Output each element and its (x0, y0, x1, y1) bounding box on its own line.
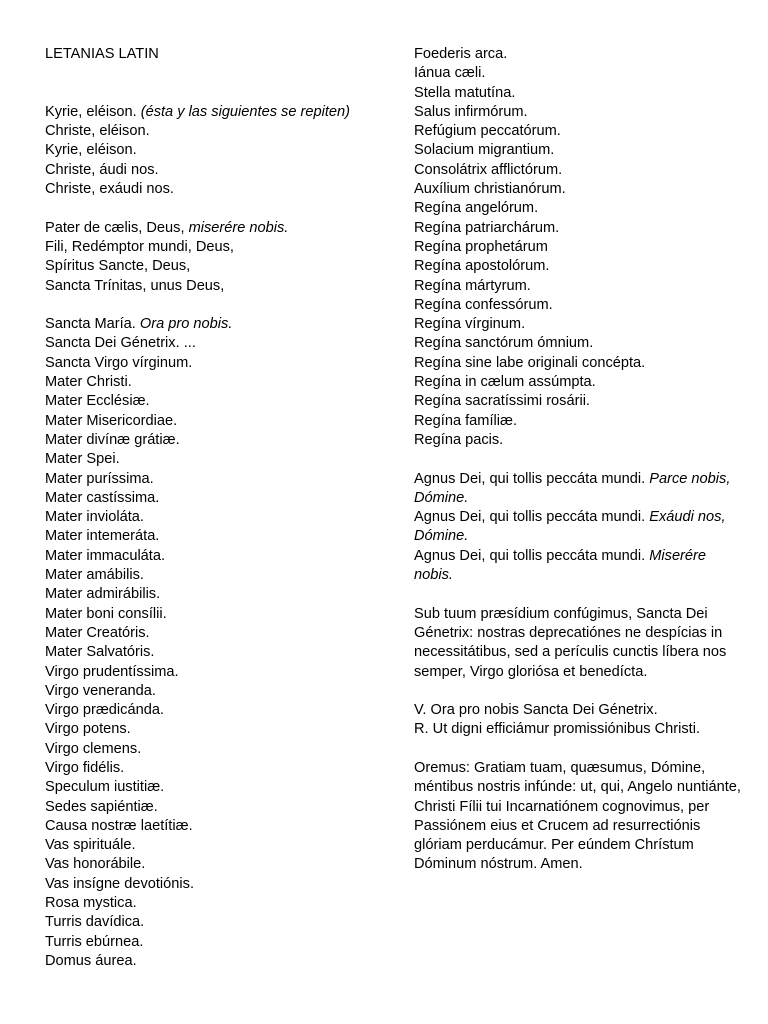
litany-text: Iánua cæli. (414, 65, 486, 82)
litany-text: Regína apostolórum. (414, 258, 550, 275)
litany-line (414, 315, 744, 334)
litany-text: Christe, eléison. (45, 123, 150, 140)
litany-line (45, 373, 385, 392)
litany-text: Refúgium peccatórum. (414, 123, 561, 140)
litany-text: Regína in cælum assúmpta. (414, 374, 596, 391)
litany-text: Mater Christi. (45, 374, 132, 391)
litany-text: Regína angelórum. (414, 200, 539, 217)
litany-line (414, 334, 744, 353)
litany-response: (ésta y las siguientes se repiten) (140, 103, 350, 120)
litany-response: Parce nobis, Dómine. (414, 470, 731, 506)
litany-line (414, 547, 744, 586)
litany-line (414, 277, 744, 296)
litany-line (45, 412, 385, 431)
sub-tuum-prayer: Sub tuum præsídium confúgimus, Sancta Dei Génetrix: nostras deprecatiónes ne despícias in necessitátibus, sed a perículis cunctis líbera nos semper, Virgo gloriósa et benedícta. (414, 605, 727, 680)
litany-text: Regína confessórum. (414, 296, 553, 313)
spacer (45, 64, 385, 83)
litany-line (414, 219, 744, 238)
versicle: V. Ora pro nobis Sancta Dei Génetrix. (414, 702, 658, 719)
litany-text: Christe, áudi nos. (45, 161, 159, 178)
litany-text: Agnus Dei, qui tollis peccáta mundi. (414, 547, 650, 564)
litany-line (414, 84, 744, 103)
litany-line (414, 508, 744, 547)
litany-line (45, 257, 385, 276)
litany-text: Turris ebúrnea. (45, 933, 144, 950)
spacer (414, 740, 744, 759)
litany-text: Vas honorábile. (45, 856, 146, 873)
litany-line (414, 470, 744, 509)
litany-line (414, 412, 744, 431)
litany-text: Virgo clemens. (45, 740, 142, 757)
litany-line (45, 778, 385, 797)
litany-line (414, 45, 744, 64)
trinity-section (45, 219, 385, 296)
litany-line (45, 913, 385, 932)
litany-line (45, 527, 385, 546)
litany-line (414, 180, 744, 199)
litany-line (45, 855, 385, 874)
spacer (414, 682, 744, 701)
litany-text: Mater immaculáta. (45, 547, 166, 564)
litany-text: Regína vírginum. (414, 316, 526, 333)
litany-text: Mater amábilis. (45, 567, 144, 584)
litany-line (45, 836, 385, 855)
spacer (45, 84, 385, 103)
litany-line (45, 547, 385, 566)
litany-text: Regína mártyrum. (414, 277, 531, 294)
litany-response: Exáudi nos, Dómine. (414, 509, 726, 545)
maria-invocations-continued (414, 45, 744, 450)
litany-line (45, 740, 385, 759)
litany-text: Agnus Dei, qui tollis peccáta mundi. (414, 509, 650, 526)
litany-text: Sancta María. (45, 316, 140, 333)
litany-text: Agnus Dei, qui tollis peccáta mundi. (414, 470, 650, 487)
document-title: LETANIAS LATIN (45, 46, 159, 62)
litany-text: Solacium migrantium. (414, 142, 555, 159)
left-column (45, 45, 385, 971)
litany-line (45, 624, 385, 643)
litany-text: Mater boni consílii. (45, 605, 167, 622)
litany-text: Consolátrix afflictórum. (414, 161, 563, 178)
litany-text: Virgo prudentíssima. (45, 663, 179, 680)
litany-text: Auxílium christianórum. (414, 181, 566, 198)
litany-text: Mater Spei. (45, 451, 120, 468)
litany-text: Foederis arca. (414, 46, 508, 62)
litany-text: Regína prophetárum (414, 238, 548, 255)
litany-line (45, 180, 385, 199)
litany-line (45, 238, 385, 257)
litany-text: Vas spirituále. (45, 837, 136, 854)
litany-line (45, 720, 385, 739)
oremus-prayer: Oremus: Gratiam tuam, quæsumus, Dómine, méntibus nostris infúnde: ut, qui, Angelo nuntiánte, Christi Fílii tui Incarnatiónem cognovimus, per Passiónem eius et Crucem ad resurrectiónis glóriam perducámur. Per eúndem Chrístum Dóminum nóstrum. Amen. (414, 759, 741, 873)
litany-line (414, 122, 744, 141)
litany-text: Regína sanctórum ómnium. (414, 335, 594, 352)
litany-text: Stella matutína. (414, 84, 516, 101)
spacer (414, 585, 744, 604)
spacer (414, 450, 744, 469)
litany-response: Ora pro nobis. (139, 316, 233, 333)
litany-line (45, 161, 385, 180)
kyrie-section (45, 103, 385, 199)
litany-line (45, 470, 385, 489)
response: R. Ut digni efficiámur promissiónibus Christi. (414, 721, 701, 738)
litany-text: Sancta Dei Génetrix. ... (45, 335, 196, 352)
litany-line (45, 489, 385, 508)
litany-line (45, 431, 385, 450)
litany-line (45, 643, 385, 662)
litany-line (414, 392, 744, 411)
litany-response: miserére nobis. (188, 219, 289, 236)
litany-text: Vas insígne devotiónis. (45, 875, 195, 892)
litany-line (45, 682, 385, 701)
litany-line (45, 663, 385, 682)
litany-line (414, 161, 744, 180)
litany-text: Regína famíliæ. (414, 412, 518, 429)
litany-line (414, 257, 744, 276)
litany-line (45, 392, 385, 411)
litany-line (414, 373, 744, 392)
litany-text: Regína patriarchárum. (414, 219, 560, 236)
litany-line (414, 199, 744, 218)
litany-line (45, 759, 385, 778)
litany-line (45, 141, 385, 160)
litany-line (414, 354, 744, 373)
litany-text: Mater puríssima. (45, 470, 154, 487)
maria-invocations (45, 315, 385, 971)
litany-text: Kyrie, eléison. (45, 103, 141, 120)
litany-text: Regína sacratíssimi rosárii. (414, 393, 590, 410)
litany-text: Sancta Trínitas, unus Deus, (45, 277, 225, 294)
litany-text: Regína sine labe originali concépta. (414, 354, 646, 371)
litany-line (45, 798, 385, 817)
litany-line (45, 122, 385, 141)
litany-text: Mater Salvatóris. (45, 644, 155, 661)
litany-response: Miserére nobis. (414, 547, 707, 584)
litany-line (45, 933, 385, 952)
litany-text: Mater Misericordiae. (45, 412, 178, 429)
litany-line (414, 238, 744, 257)
litany-line (414, 296, 744, 315)
litany-line (45, 508, 385, 527)
litany-line (414, 64, 744, 83)
litany-line (45, 894, 385, 913)
litany-line (45, 103, 385, 122)
litany-line (45, 219, 385, 238)
litany-text: Mater divínæ grátiæ. (45, 431, 180, 448)
litany-text: Mater admirábilis. (45, 586, 161, 603)
litany-text: Pater de cælis, Deus, (45, 219, 189, 236)
litany-text: Causa nostræ laetítiæ. (45, 817, 193, 834)
litany-line (45, 315, 385, 334)
litany-text: Speculum iustitiæ. (45, 779, 165, 796)
litany-line (45, 334, 385, 353)
litany-text: Mater intemeráta. (45, 528, 160, 545)
right-column (414, 45, 744, 875)
litany-text: Mater invioláta. (45, 509, 144, 526)
litany-text: Kyrie, eléison. (45, 142, 137, 159)
litany-line (45, 605, 385, 624)
litany-line (45, 875, 385, 894)
litany-text: Virgo veneranda. (45, 682, 156, 699)
litany-text: Salus infirmórum. (414, 103, 528, 120)
litany-text: Mater Ecclésiæ. (45, 393, 150, 410)
spacer (45, 296, 385, 315)
agnus-dei-section (414, 470, 744, 586)
litany-line (45, 585, 385, 604)
litany-text: Turris davídica. (45, 914, 145, 931)
litany-line (45, 701, 385, 720)
litany-text: Sancta Virgo vírginum. (45, 354, 193, 371)
litany-line (414, 431, 744, 450)
litany-text: Virgo fidélis. (45, 759, 125, 776)
litany-text: Christe, exáudi nos. (45, 181, 174, 198)
litany-line (45, 566, 385, 585)
litany-text: Mater Creatóris. (45, 624, 150, 641)
litany-text: Spíritus Sancte, Deus, (45, 258, 191, 275)
litany-text: Mater castíssima. (45, 489, 160, 506)
litany-line (414, 103, 744, 122)
litany-text: Sedes sapiéntiæ. (45, 798, 158, 815)
litany-line (45, 450, 385, 469)
litany-line (45, 817, 385, 836)
litany-line (414, 141, 744, 160)
litany-text: Domus áurea. (45, 952, 137, 969)
litany-text: Fili, Redémptor mundi, Deus, (45, 238, 234, 255)
litany-text: Virgo prædicánda. (45, 702, 164, 719)
spacer (45, 199, 385, 218)
litany-line (45, 952, 385, 971)
litany-line (45, 354, 385, 373)
litany-text: Regína pacis. (414, 431, 504, 448)
litany-text: Rosa mystica. (45, 895, 137, 912)
litany-text: Virgo potens. (45, 721, 131, 738)
litany-line (45, 277, 385, 296)
